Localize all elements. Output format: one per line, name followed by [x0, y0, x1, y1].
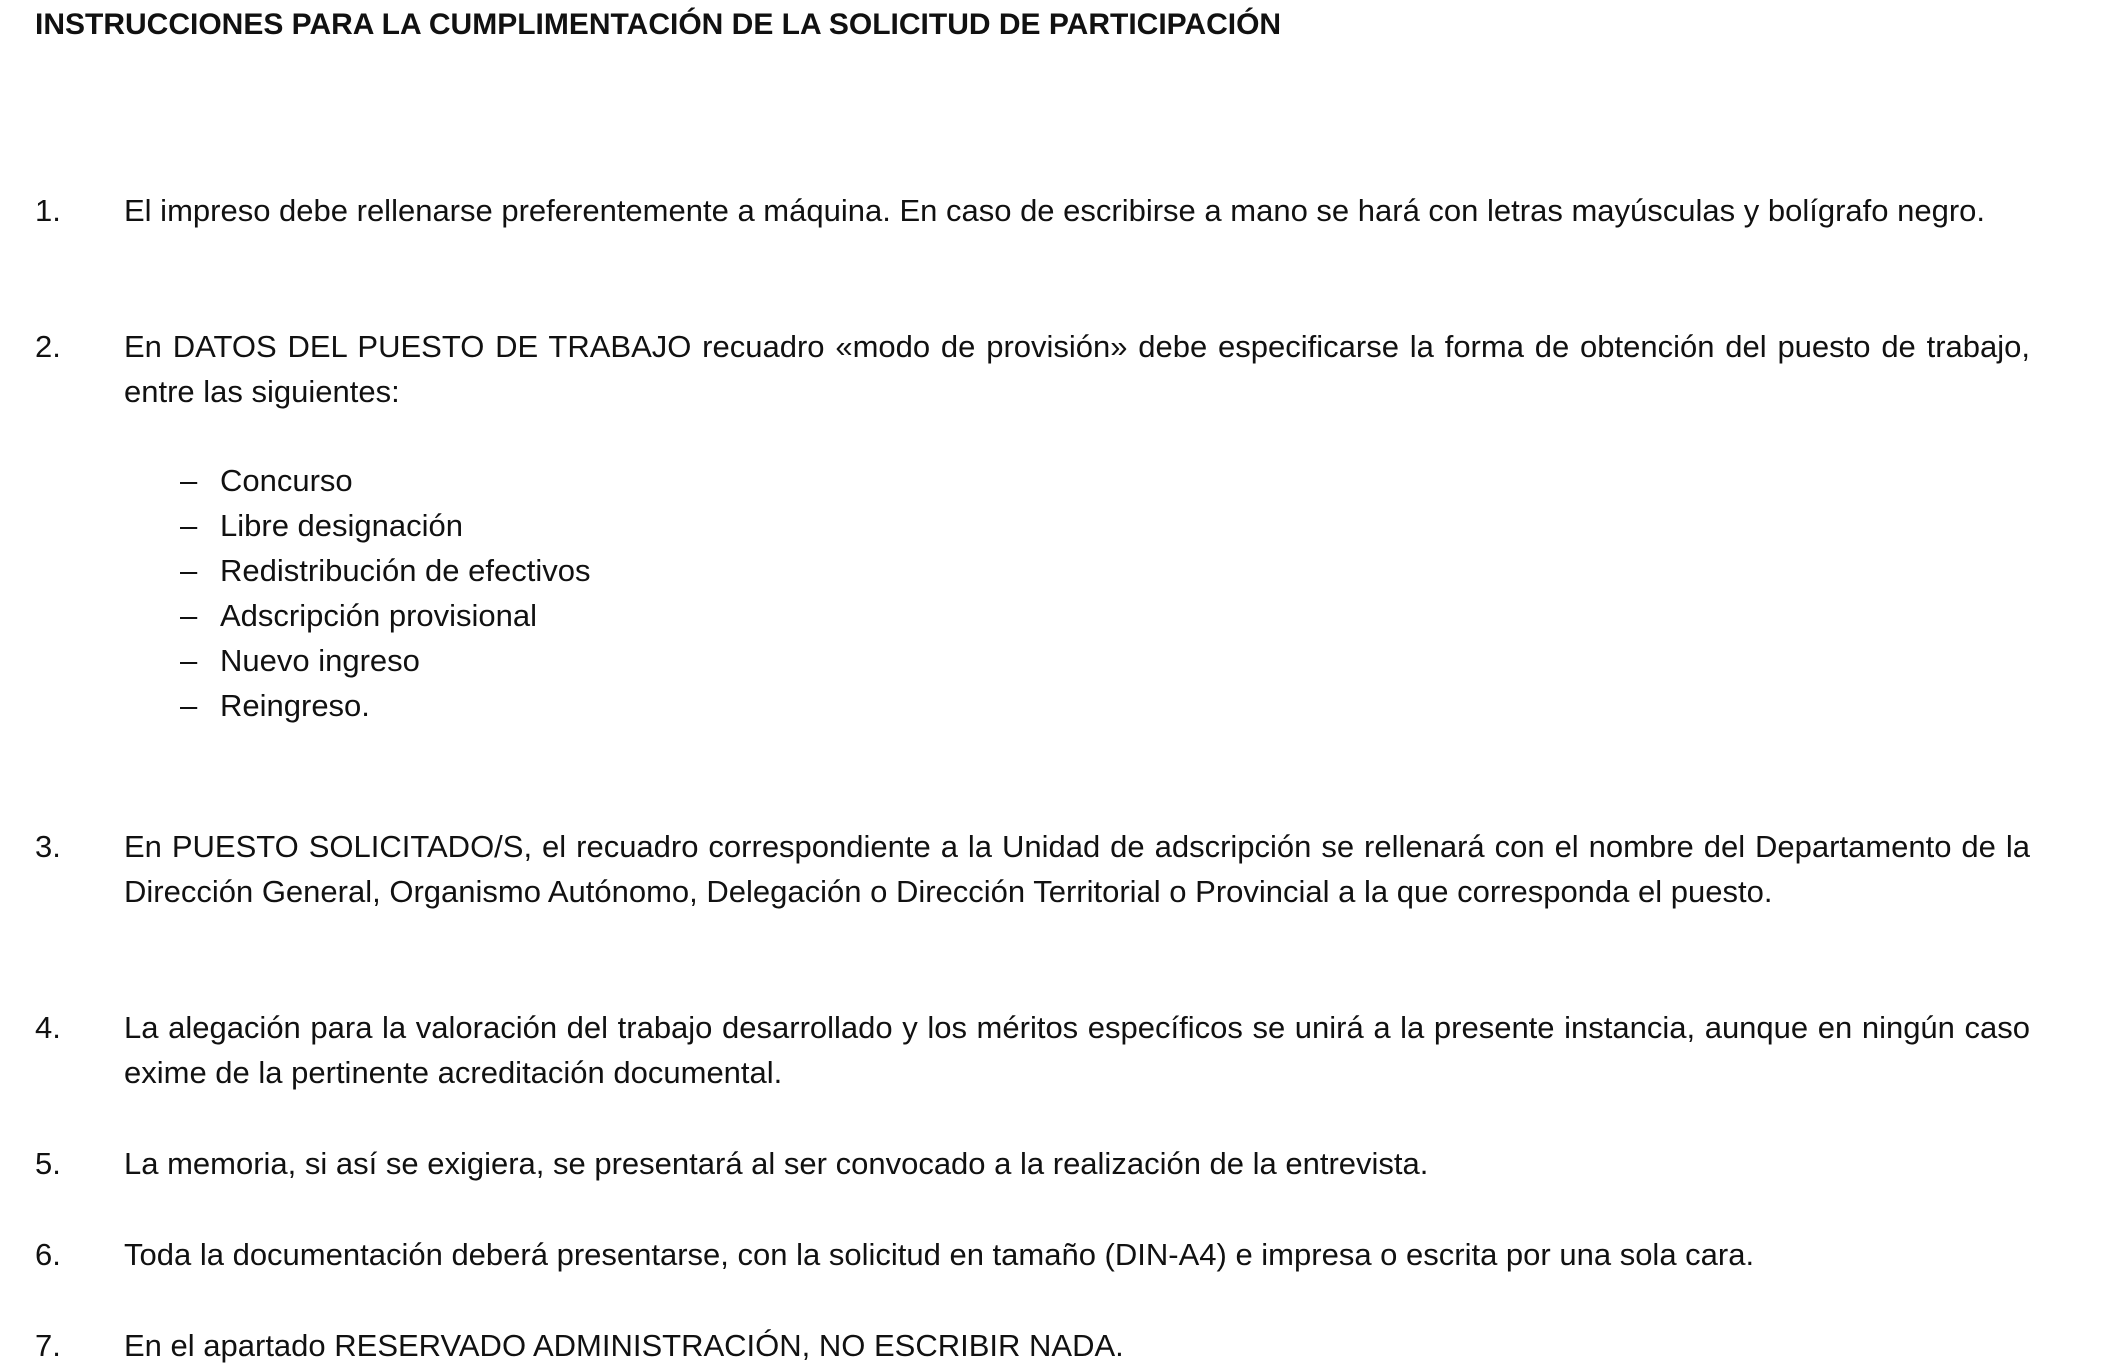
dash-marker: – [180, 643, 198, 678]
item-text: El impreso debe rellenarse preferentemente a máquina. En caso de escribirse a mano se hará con letras mayúsculas y bolígrafo negro. [124, 193, 1985, 228]
item-number: 4. [35, 1010, 61, 1045]
page-title: INSTRUCCIONES PARA LA CUMPLIMENTACIÓN DE LA SOLICITUD DE PARTICIPACIÓN [35, 8, 1282, 41]
instruction-item-1 [35, 188, 2030, 233]
item-number: 6. [35, 1237, 61, 1272]
dash-marker: – [180, 688, 198, 723]
item-number: 5. [35, 1146, 61, 1181]
list-item: – Redistribución de efectivos [180, 548, 590, 593]
item-number: 2. [35, 329, 61, 364]
instruction-item-3 [35, 824, 2030, 914]
item-text: La memoria, si así se exigiera, se presentará al ser convocado a la realización de la entrevista. [124, 1146, 1429, 1181]
instruction-item-7 [35, 1323, 2030, 1368]
item-text: En PUESTO SOLICITADO/S, el recuadro correspondiente a la Unidad de adscripción se rellenará con el nombre del Departamento de la Dirección General, Organismo Autónomo, Delegación o Dirección Territorial o Provincial a la que corresponda el puesto. [124, 829, 2030, 909]
item-number: 1. [35, 193, 61, 228]
instruction-item-2 [35, 324, 2030, 414]
dash-marker: – [180, 463, 198, 498]
list-item: – Reingreso. [180, 683, 590, 728]
list-item: – Adscripción provisional [180, 593, 590, 638]
instruction-item-4 [35, 1005, 2030, 1095]
item-number: 3. [35, 829, 61, 864]
dash-marker: – [180, 598, 198, 633]
list-item: – Concurso [180, 458, 590, 503]
list-item: – Nuevo ingreso [180, 638, 590, 683]
dash-marker: – [180, 508, 198, 543]
item-text: En el apartado RESERVADO ADMINISTRACIÓN, NO ESCRIBIR NADA. [124, 1328, 1124, 1363]
instruction-item-6 [35, 1232, 2030, 1277]
item-text: La alegación para la valoración del trabajo desarrollado y los méritos específicos se unirá a la presente instancia, aunque en ningún caso exime de la pertinente acreditación documental. [124, 1010, 2030, 1090]
item-number: 7. [35, 1328, 61, 1363]
instruction-item-5 [35, 1141, 2030, 1186]
item-text: En DATOS DEL PUESTO DE TRABAJO recuadro «modo de provisión» debe especificarse la forma de obtención del puesto de trabajo, entre las siguientes: [124, 329, 2030, 409]
provision-mode-list [180, 458, 590, 728]
list-item: – Libre designación [180, 503, 590, 548]
item-text: Toda la documentación deberá presentarse, con la solicitud en tamaño (DIN-A4) e impresa o escrita por una sola cara. [124, 1237, 1755, 1272]
dash-marker: – [180, 553, 198, 588]
